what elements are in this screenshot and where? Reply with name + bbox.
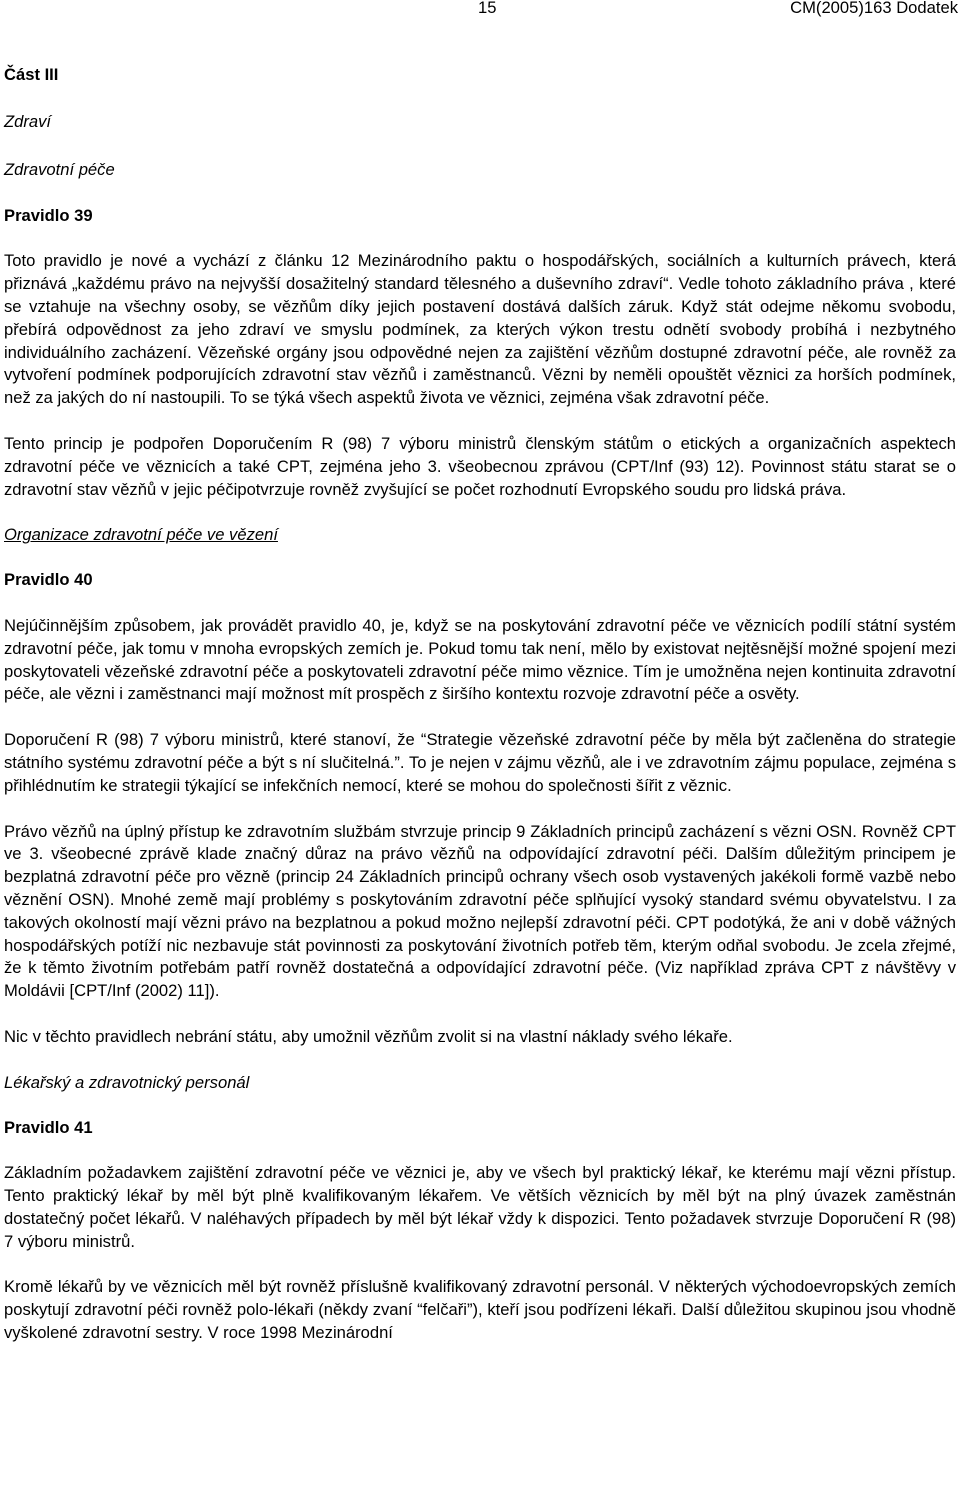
rule-39-title: Pravidlo 39: [4, 205, 93, 225]
rule-41-paragraph-2: Kromě lékařů by ve věznicích měl být rovněž příslušně kvalifikovaný zdravotní personál. V některých východoevropských zemích poskytují zdravotní péči rovněž polo-lékaři (někdy zvaní “felčaři”), kteří jsou podřízeni lékaři. Další důležitou skupinou jsou vhodně vyškolené zdravotní sestry. V roce 1998 Mezinárodní: [4, 1277, 956, 1343]
rule-41-paragraph-1: Základním požadavkem zajištění zdravotní péče ve věznici je, aby ve všech byl praktický lékař, ke kterému mají vězni přístup. Tento praktický lékař by měl být plně kvalifikovaným lékařem. Ve větších věznicích by měl být na plný úvazek zaměstnán dostatečný počet lékařů. V naléhavých případech by měl být lékař vždy k dispozici. Tento požadavek stvrzuje Doporučení R (98) 7 výboru ministrů.: [4, 1163, 956, 1251]
rule-39-paragraph-1: Toto pravidlo je nové a vychází z článku 12 Mezinárodního paktu o hospodářských, sociálních a kulturních právech, která přiznává „každému právo na nejvyšší dosažitelný standard tělesného a duševního zdraví“. Vedle tohoto základního práva , které se vztahuje na všechny osoby, se vězňům díky jejich postavení dostává dalších záruk. Když stát odejme někomu svobodu, přebírá odpovědnost za jeho zdraví ve smyslu podmínek, za kterých výkon trestu odnětí svobody probíhá i nezbytného individuálního zacházení. Vězeňské orgány jsou odpovědné nejen za zajištění vězňům dostupné zdravotní péče, ale rovněž za vytvoření podmínek podporujících zdravotní stav vězňů i zaměstnanců. Vězni by neměli opouštět věznici za horších podmínek, než za jakých do ní nastoupili. To se týká všech aspektů života ve věznici, zejména však zdravotní péče.: [4, 251, 956, 408]
rule-40-paragraph-2: Doporučení R (98) 7 výboru ministrů, které stanoví, že “Strategie vězeňské zdravotní péče by měla být začleněna do strategie státního systému zdravotní péče a být s ní slučitelná.”. To je nejen v zájmu vězňů, ale i ve zdravotním zájmu populace, zejména s přihlédnutím ke strategii týkající se infekčních nemocí, které se mohou do společnosti šířit z věznic.: [4, 730, 956, 795]
document-body: [4, 64, 956, 1345]
rule-40-title: Pravidlo 40: [4, 570, 93, 590]
page-number: 15: [478, 0, 497, 17]
document-reference: CM(2005)163 Dodatek: [790, 0, 958, 17]
part-title: Část III: [4, 65, 59, 84]
subsection-title-organization: Organizace zdravotní péče ve vězení: [4, 525, 278, 545]
rule-40-paragraph-3: Právo vězňů na úplný přístup ke zdravotním službám stvrzuje princip 9 Základních principů zacházení s vězni OSN. Rovněž CPT ve 3. všeobecné zprávě klade značný důraz na právo vězňů na odpovídající zdravotní péči. Dalším důležitým principem je bezplatná zdravotní péče pro vězně (princip 24 Základních principů ochrany všech osob vystavených jakékoli formě vazbě nebo věznění OSN). Mnohé země mají problémy s poskytováním zdravotní péče splňující vysoký standard svému obyvatelstvu. I za takových okolností mají vězni právo na bezplatnou a pokud možno nejlepší zdravotní péči. CPT podotýká, že ani v době vážných hospodářských potíží nic nezbavuje stát povinnosti za poskytování životních potřeb těm, kterým odňal svobodu. Je zcela zřejmé, že k těmto životním potřebám patří rovněž dostatečná a odpovídající zdravotní péče. (Viz například zpráva CPT z návštěvy v Moldávii [CPT/Inf (2002) 11]).: [4, 821, 956, 1001]
rule-39-paragraph-2: Tento princip je podpořen Doporučením R (98) 7 výboru ministrů členským státům o etických a organizačních aspektech zdravotní péče ve věznicích a také CPT, zejména jeho 3. všeobecnou zprávou (CPT/Inf (93) 12). Povinnost státu starat se o zdravotní stav vězňů v jejic péčipotvrzuje rovněž zvyšující se počet rozhodnutí Evropského soudu pro lidská práva.: [4, 433, 956, 499]
rule-41-title: Pravidlo 41: [4, 1117, 93, 1137]
rule-40-paragraph-4: Nic v těchto pravidlech nebrání státu, aby umožnil vězňům zvolit si na vlastní náklady svého lékaře.: [4, 1026, 733, 1046]
subsection-title-health-care: Zdravotní péče: [4, 159, 115, 179]
page-header: [0, 0, 960, 24]
subsection-title-medical-staff: Lékařský a zdravotnický personál: [4, 1072, 250, 1092]
rule-40-paragraph-1: Nejúčinnějším způsobem, jak provádět pravidlo 40, je, když se na poskytování zdravotní péče ve věznicích podílí státní systém zdravotní péče, jak tomu v mnoha evropských zemích je. Pokud tomu tak není, mělo by existovat nejtěsnější možné spojení mezi poskytovateli vězeňské zdravotní péče a poskytovateli zdravotní péče mimo věznice. Tím je umožněna nejen kontinuita zdravotní péče, ale vězni i zaměstnanci mají možnost mít prospěch z širšího kontextu rozvoje zdravotní péče a osvěty.: [4, 615, 956, 704]
section-title: Zdraví: [4, 112, 52, 131]
